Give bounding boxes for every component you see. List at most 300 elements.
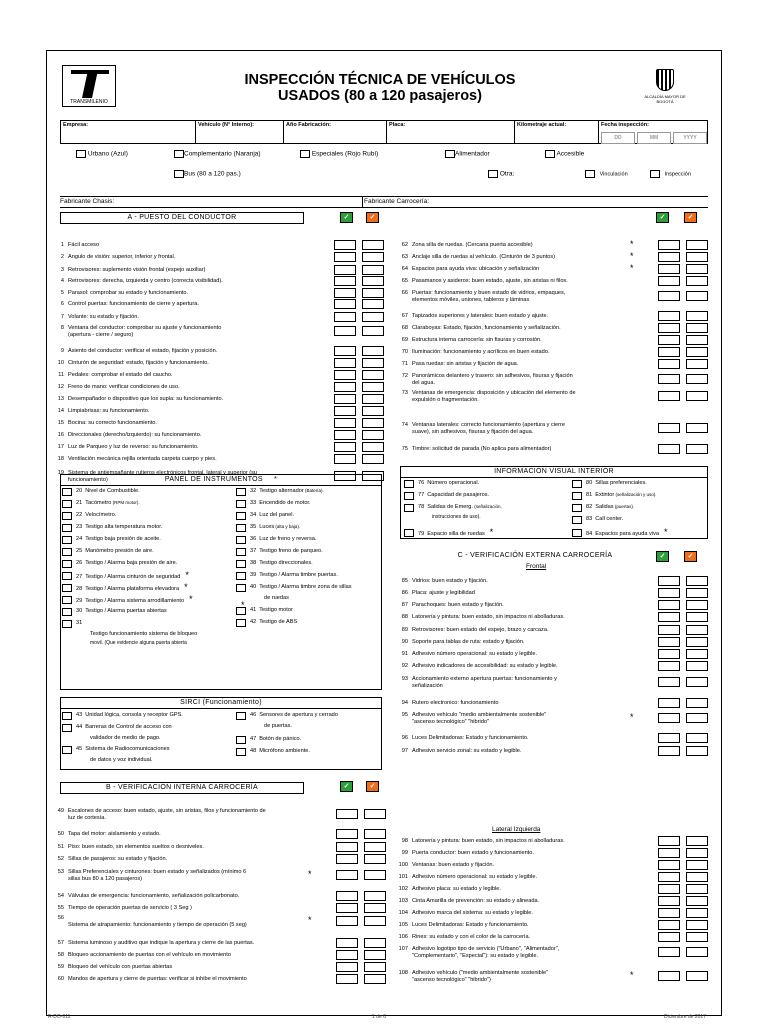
no-cumple-checkbox[interactable]: [686, 872, 708, 882]
no-cumple-checkbox[interactable]: [364, 809, 386, 819]
item-number: 92: [401, 663, 408, 669]
item-text: Adhesivo logotipo tipo de servicio ("Urbano", "Alimentador",: [412, 946, 560, 952]
cumple-checkbox[interactable]: [658, 347, 680, 357]
no-cumple-checkbox[interactable]: [364, 950, 386, 960]
cumple-checkbox[interactable]: [658, 311, 680, 321]
month-input[interactable]: MM: [637, 132, 671, 144]
item-text: Ventana del conductor: comprobar su ajuste y funcionamiento: [68, 325, 222, 331]
cumple-checkbox[interactable]: [336, 854, 358, 864]
option-vinculacion[interactable]: Vinculación: [585, 170, 628, 178]
cumple-checkbox[interactable]: [658, 359, 680, 369]
cumple-checkbox[interactable]: [658, 637, 680, 647]
item-number: 108: [398, 970, 408, 976]
panel-item[interactable]: [62, 536, 161, 544]
item-checkbox[interactable]: [236, 748, 246, 756]
panel-item[interactable]: [236, 712, 338, 730]
item-number: 97: [401, 748, 408, 754]
item-checkbox[interactable]: [404, 504, 414, 512]
no-cumple-checkbox[interactable]: [686, 848, 708, 858]
item-checkbox[interactable]: [62, 746, 72, 754]
cumple-checkbox[interactable]: [658, 848, 680, 858]
item-text: Sensores de apertura y cerrado: [259, 712, 338, 718]
cumple-checkbox[interactable]: [658, 908, 680, 918]
item-text-cont: de datos y voz individual.: [90, 757, 153, 763]
panel-item[interactable]: [62, 608, 167, 616]
no-cumple-checkbox[interactable]: [362, 288, 384, 298]
item-number: 54: [57, 893, 64, 899]
item-checkbox[interactable]: [62, 584, 72, 592]
no-cumple-checkbox[interactable]: [686, 374, 708, 384]
item-text: Espacio silla de ruedas: [427, 531, 485, 537]
item-text: Tiempo de operación puertas de servicio ( 3 Seg ): [68, 905, 192, 911]
cumple-checkbox[interactable]: [658, 836, 680, 846]
cumple-checkbox[interactable]: [658, 971, 680, 981]
item-number: 101: [398, 874, 408, 880]
cumple-checkbox[interactable]: [334, 265, 356, 275]
cumple-checkbox[interactable]: [336, 962, 358, 972]
cumple-checkbox[interactable]: [658, 947, 680, 957]
panel-item[interactable]: [404, 480, 479, 488]
cumple-checkbox[interactable]: [336, 842, 358, 852]
cumple-checkbox[interactable]: [658, 860, 680, 870]
no-cumple-checkbox[interactable]: [686, 444, 708, 454]
item-checkbox[interactable]: [62, 512, 72, 520]
cumple-checkbox[interactable]: [336, 974, 358, 984]
panel-item[interactable]: [236, 607, 293, 615]
no-cumple-checkbox[interactable]: [686, 311, 708, 321]
panel-item[interactable]: [236, 572, 338, 580]
cumple-checkbox[interactable]: [658, 323, 680, 333]
item-text: Escalones de acceso: buen estado, ajuste, sin aristas, filos y funcionamiento de: [68, 808, 266, 814]
item-number: 103: [398, 898, 408, 904]
no-cumple-checkbox[interactable]: [362, 370, 384, 380]
item-text: Panorámicos delantero y trasero: sin adhesivos, fisuras y fijación: [412, 373, 573, 379]
item-number: 26: [76, 560, 83, 566]
item-text: Puertas: funcionamiento y buen estado de vidrios, empaques,: [412, 290, 566, 296]
item-checkbox[interactable]: [62, 572, 72, 580]
item-number: 50: [57, 831, 64, 837]
empresa-field[interactable]: Empresa:: [61, 121, 196, 143]
cumple-checkbox[interactable]: [336, 938, 358, 948]
no-cumple-checkbox[interactable]: [686, 252, 708, 262]
panel-item[interactable]: [404, 504, 502, 521]
cumple-checkbox[interactable]: [658, 291, 680, 301]
no-cumple-checkbox[interactable]: [362, 442, 384, 452]
panel-item[interactable]: [236, 619, 297, 627]
panel-item[interactable]: [62, 488, 140, 496]
item-number: 99: [401, 850, 408, 856]
panel-item[interactable]: [404, 529, 493, 538]
item-number: 93: [401, 676, 408, 682]
cumple-checkbox[interactable]: [336, 903, 358, 913]
required-asterisk: *: [241, 599, 245, 610]
item-number: 86: [401, 590, 408, 596]
item-checkbox[interactable]: [236, 512, 246, 520]
panel-item[interactable]: [236, 500, 311, 508]
no-cumple-checkbox[interactable]: [686, 698, 708, 708]
item-text: Ventanas: buen estado y fijación.: [412, 862, 495, 868]
item-text: Adhesivo placa: su estado y legible.: [412, 886, 501, 892]
item-checkbox[interactable]: [236, 607, 246, 615]
item-number: 28: [76, 586, 83, 592]
item-text: Latonería y pintura: buen estado, sin impactos ni abolladuras.: [412, 838, 565, 844]
panel-item[interactable]: [62, 548, 154, 556]
option-inspeccion[interactable]: Inspección: [650, 170, 691, 178]
no-cumple-checkbox[interactable]: [362, 326, 384, 336]
item-checkbox[interactable]: [404, 492, 414, 500]
item-number: 33: [250, 500, 257, 506]
kilometraje-field[interactable]: Kilometraje actual:: [515, 121, 599, 143]
item-text: Testigo alta temperatura motor.: [85, 524, 163, 530]
no-cumple-checkbox[interactable]: [686, 276, 708, 286]
no-cumple-checkbox[interactable]: [686, 347, 708, 357]
item-checkbox[interactable]: [572, 480, 582, 488]
item-number: 7: [60, 314, 64, 320]
item-checkbox[interactable]: [236, 736, 246, 744]
cumple-checkbox[interactable]: [658, 391, 680, 401]
panel-item[interactable]: [62, 500, 140, 508]
item-checkbox[interactable]: [62, 620, 72, 628]
cumple-checkbox[interactable]: [336, 809, 358, 819]
panel-item[interactable]: [236, 536, 316, 544]
sirci-title: SIRCI (Funcionamiento): [60, 697, 382, 709]
cumple-checkbox[interactable]: [658, 625, 680, 635]
cumple-checkbox[interactable]: [658, 872, 680, 882]
no-cumple-checkbox[interactable]: [686, 661, 708, 671]
cumple-checkbox[interactable]: [658, 649, 680, 659]
item-number: 31: [76, 620, 83, 626]
cumple-checkbox[interactable]: [658, 423, 680, 433]
panel-item[interactable]: [62, 584, 188, 593]
cumple-checkbox[interactable]: [336, 950, 358, 960]
panel-item[interactable]: [572, 480, 647, 488]
no-cumple-checkbox[interactable]: [686, 908, 708, 918]
panel-item[interactable]: [236, 548, 323, 556]
cumple-checkbox[interactable]: [334, 418, 356, 428]
no-cumple-checkbox[interactable]: [686, 920, 708, 930]
item-text: Timbre: solicitud de parada (No aplica para alimentador): [412, 446, 552, 452]
option-accesible[interactable]: Accesible: [545, 150, 584, 158]
no-cumple-checkbox[interactable]: [364, 903, 386, 913]
panel-item[interactable]: [572, 504, 634, 512]
no-cumple-checkbox[interactable]: [686, 860, 708, 870]
cumple-checkbox[interactable]: [658, 600, 680, 610]
item-text: Barreras de Control de acceso con: [85, 724, 172, 730]
item-text: Velocímetro.: [85, 512, 117, 518]
item-checkbox[interactable]: [62, 608, 72, 616]
cumple-checkbox[interactable]: [658, 240, 680, 250]
ano-field[interactable]: Año Fabricación:: [284, 121, 387, 143]
no-cumple-checkbox[interactable]: [362, 265, 384, 275]
cumple-checkbox[interactable]: [658, 677, 680, 687]
cumple-checkbox[interactable]: [334, 406, 356, 416]
no-cumple-checkbox[interactable]: [686, 649, 708, 659]
item-checkbox[interactable]: [62, 536, 72, 544]
cumple-checkbox[interactable]: [658, 335, 680, 345]
cumple-checkbox[interactable]: [658, 612, 680, 622]
item-checkbox[interactable]: [236, 560, 246, 568]
cumple-checkbox[interactable]: [334, 430, 356, 440]
checklist-item: [396, 446, 651, 460]
cumple-checkbox[interactable]: [658, 661, 680, 671]
panel-item[interactable]: [62, 560, 177, 568]
item-text-cont: expulsión o fragmentación.: [412, 397, 479, 403]
panel-item[interactable]: [62, 712, 183, 720]
cumple-checkbox[interactable]: [658, 276, 680, 286]
no-cumple-checkbox[interactable]: [362, 346, 384, 356]
panel-item[interactable]: [236, 736, 301, 744]
no-cumple-checkbox[interactable]: [362, 430, 384, 440]
item-note: (Batería).: [303, 488, 324, 493]
cumple-checkbox[interactable]: [658, 374, 680, 384]
item-checkbox[interactable]: [572, 516, 582, 524]
item-text-cont: Sistema de atrapamiento: funcionamiento y tiempo de operación (5 seg): [68, 922, 247, 928]
panel-item[interactable]: [404, 492, 489, 500]
item-text: Piso: buen estado, sin elementos sueltos o desniveles.: [68, 844, 204, 850]
item-checkbox[interactable]: [404, 529, 414, 537]
cumple-checkbox[interactable]: [658, 932, 680, 942]
panel-item[interactable]: [572, 492, 656, 500]
cumple-checkbox[interactable]: [336, 829, 358, 839]
cumple-checkbox[interactable]: [334, 394, 356, 404]
option-urbano[interactable]: Urbano (Azul): [76, 150, 128, 158]
panel-item[interactable]: [62, 572, 189, 581]
panel-item[interactable]: [236, 488, 324, 496]
checklist-item: [396, 970, 651, 984]
item-text: Testigo de ABS: [259, 619, 298, 625]
item-number: 30: [76, 608, 83, 614]
item-checkbox[interactable]: [236, 536, 246, 544]
item-checkbox[interactable]: [572, 504, 582, 512]
no-cumple-checkbox[interactable]: [686, 971, 708, 981]
cumple-checkbox[interactable]: [336, 891, 358, 901]
vehicle-type-options: [60, 146, 708, 186]
no-cumple-checkbox[interactable]: [362, 312, 384, 322]
item-text: Testigo direccionales.: [259, 560, 313, 566]
info-visual-title: INFORMACIÓN VISUAL INTERIOR: [400, 466, 708, 478]
no-cumple-checkbox[interactable]: [686, 746, 708, 756]
item-number: 96: [401, 735, 408, 741]
item-checkbox[interactable]: [62, 712, 72, 720]
no-cumple-checkbox[interactable]: [686, 264, 708, 274]
no-cumple-checkbox[interactable]: [686, 423, 708, 433]
no-cumple-checkbox[interactable]: [364, 962, 386, 972]
cumple-checkbox[interactable]: [658, 444, 680, 454]
no-cumple-checkbox[interactable]: [686, 733, 708, 743]
cumple-checkbox[interactable]: [658, 588, 680, 598]
cumple-checkbox[interactable]: [334, 312, 356, 322]
no-cumple-checkbox[interactable]: [362, 394, 384, 404]
no-cumple-checkbox[interactable]: [364, 829, 386, 839]
no-cumple-checkbox[interactable]: [686, 588, 708, 598]
item-number: 70: [401, 349, 408, 355]
item-number: 60: [57, 976, 64, 982]
item-checkbox[interactable]: [236, 488, 246, 496]
cumple-checkbox[interactable]: [658, 264, 680, 274]
cumple-checkbox[interactable]: [334, 240, 356, 250]
vehiculo-field[interactable]: Vehículo (N° Interno):: [196, 121, 284, 143]
cumple-checkbox[interactable]: [658, 252, 680, 262]
cumple-checkbox[interactable]: [334, 382, 356, 392]
no-cumple-checkbox[interactable]: [362, 299, 384, 309]
panel-item[interactable]: [62, 724, 172, 742]
panel-item[interactable]: [236, 512, 294, 520]
cumple-checkbox[interactable]: [334, 442, 356, 452]
item-checkbox[interactable]: [236, 548, 246, 556]
panel-item[interactable]: [236, 560, 313, 568]
cumple-checkbox[interactable]: [334, 288, 356, 298]
year-input[interactable]: YYYY: [673, 132, 707, 144]
panel-item[interactable]: [62, 524, 162, 532]
item-checkbox[interactable]: [572, 529, 582, 537]
section-a-title: A - PUESTO DEL CONDUCTOR: [60, 212, 304, 224]
cumple-checkbox[interactable]: [658, 884, 680, 894]
fail-indicator: ✓: [366, 212, 379, 223]
option-bus[interactable]: Bus (80 a 120 pas.): [174, 170, 241, 178]
cumple-checkbox[interactable]: [336, 916, 358, 926]
item-text-cont: funcionamiento): [68, 477, 108, 483]
item-text: Call center.: [595, 516, 624, 522]
no-cumple-checkbox[interactable]: [686, 323, 708, 333]
item-checkbox[interactable]: [62, 488, 72, 496]
no-cumple-checkbox[interactable]: [686, 335, 708, 345]
panel-item[interactable]: [572, 516, 623, 524]
item-checkbox[interactable]: [236, 500, 246, 508]
day-input[interactable]: DD: [601, 132, 635, 144]
no-cumple-checkbox[interactable]: [686, 677, 708, 687]
option-especiales[interactable]: Especiales (Rojo Rubí): [300, 150, 378, 158]
cumple-checkbox[interactable]: [334, 299, 356, 309]
item-checkbox[interactable]: [236, 524, 246, 532]
item-checkbox[interactable]: [62, 524, 72, 532]
cumple-checkbox[interactable]: [658, 733, 680, 743]
item-number: 104: [398, 910, 408, 916]
no-cumple-checkbox[interactable]: [364, 938, 386, 948]
cumple-checkbox[interactable]: [658, 746, 680, 756]
item-checkbox[interactable]: [62, 548, 72, 556]
panel-item[interactable]: [62, 620, 197, 646]
no-cumple-checkbox[interactable]: [364, 974, 386, 984]
required-asterisk: *: [184, 582, 188, 592]
item-checkbox[interactable]: [62, 560, 72, 568]
no-cumple-checkbox[interactable]: [362, 252, 384, 262]
no-cumple-checkbox[interactable]: [364, 891, 386, 901]
item-checkbox[interactable]: [62, 500, 72, 508]
cumple-checkbox[interactable]: [658, 698, 680, 708]
cumple-checkbox[interactable]: [334, 370, 356, 380]
panel-item[interactable]: [236, 524, 300, 532]
cumple-checkbox[interactable]: [334, 454, 356, 464]
no-cumple-checkbox[interactable]: [364, 916, 386, 926]
item-number: 45: [76, 746, 83, 752]
no-cumple-checkbox[interactable]: [686, 896, 708, 906]
cumple-checkbox[interactable]: [334, 346, 356, 356]
item-number: 58: [57, 952, 64, 958]
no-cumple-checkbox[interactable]: [686, 625, 708, 635]
item-text: Luz de Parqueo y luz de reverso: su funcionamiento.: [68, 444, 199, 450]
no-cumple-checkbox[interactable]: [686, 291, 708, 301]
cumple-checkbox[interactable]: [658, 896, 680, 906]
item-checkbox[interactable]: [236, 619, 246, 627]
checklist-item: [396, 676, 651, 690]
item-text: Extintor: [595, 492, 615, 498]
item-number: 32: [250, 488, 257, 494]
cumple-checkbox[interactable]: [658, 920, 680, 930]
panel-item[interactable]: [572, 529, 668, 538]
panel-item[interactable]: [62, 596, 193, 605]
option-complementario[interactable]: Complementario (Naranja): [174, 150, 261, 158]
fabricante-carroceria-field[interactable]: Fabricante Carrocería:: [364, 198, 430, 205]
cumple-checkbox[interactable]: [334, 358, 356, 368]
cumple-checkbox[interactable]: [334, 252, 356, 262]
fabricante-chasis-field[interactable]: Fabricante Chasis:: [60, 198, 115, 205]
no-cumple-checkbox[interactable]: [362, 406, 384, 416]
item-number: 95: [401, 712, 408, 718]
no-cumple-checkbox[interactable]: [686, 600, 708, 610]
item-checkbox[interactable]: [62, 596, 72, 604]
item-text: Fácil acceso: [68, 242, 100, 248]
fecha-field[interactable]: Fecha inspección: DD MM YYYY: [599, 121, 709, 143]
no-cumple-checkbox[interactable]: [364, 842, 386, 852]
no-cumple-checkbox[interactable]: [686, 932, 708, 942]
no-cumple-checkbox[interactable]: [362, 358, 384, 368]
no-cumple-checkbox[interactable]: [362, 240, 384, 250]
panel-item[interactable]: [62, 512, 116, 520]
item-checkbox[interactable]: [236, 584, 246, 592]
no-cumple-checkbox[interactable]: [686, 391, 708, 401]
item-checkbox[interactable]: [236, 572, 246, 580]
panel-item[interactable]: [236, 748, 310, 756]
item-checkbox[interactable]: [236, 712, 246, 720]
no-cumple-checkbox[interactable]: [686, 713, 708, 723]
cumple-checkbox[interactable]: [334, 276, 356, 286]
required-asterisk: *: [630, 970, 634, 980]
no-cumple-checkbox[interactable]: [362, 276, 384, 286]
item-text: Capacidad de pasajeros.: [427, 492, 490, 498]
item-checkbox[interactable]: [572, 492, 582, 500]
no-cumple-checkbox[interactable]: [686, 359, 708, 369]
cumple-checkbox[interactable]: [658, 713, 680, 723]
no-cumple-checkbox[interactable]: [686, 637, 708, 647]
option-otra[interactable]: Otra:: [488, 170, 514, 178]
cumple-checkbox[interactable]: [658, 576, 680, 586]
no-cumple-checkbox[interactable]: [686, 612, 708, 622]
no-cumple-checkbox[interactable]: [364, 870, 386, 880]
placa-field[interactable]: Placa:: [387, 121, 515, 143]
item-text: Testigo / Alarma timbre puertas.: [259, 572, 338, 578]
item-number: 8: [60, 325, 64, 331]
no-cumple-checkbox[interactable]: [686, 836, 708, 846]
cumple-checkbox[interactable]: [334, 326, 356, 336]
no-cumple-checkbox[interactable]: [686, 576, 708, 586]
no-cumple-checkbox[interactable]: [686, 947, 708, 957]
no-cumple-checkbox[interactable]: [686, 240, 708, 250]
option-alimentador[interactable]: Alimentador: [445, 150, 490, 158]
panel-item[interactable]: [62, 746, 170, 764]
item-text: Bocina: su correcto funcionamiento.: [68, 420, 157, 426]
item-text: Sistema de Radiocomunicaciones: [85, 746, 170, 752]
no-cumple-checkbox[interactable]: [364, 854, 386, 864]
no-cumple-checkbox[interactable]: [362, 454, 384, 464]
no-cumple-checkbox[interactable]: [686, 884, 708, 894]
item-checkbox[interactable]: [62, 724, 72, 732]
no-cumple-checkbox[interactable]: [362, 418, 384, 428]
no-cumple-checkbox[interactable]: [362, 382, 384, 392]
item-text-cont: Testigo funcionamiento sistema de bloqueo: [90, 631, 198, 637]
item-checkbox[interactable]: [404, 480, 414, 488]
item-text: Parasol: comprobar su estado y funcionamiento.: [68, 290, 189, 296]
cumple-checkbox[interactable]: [336, 870, 358, 880]
